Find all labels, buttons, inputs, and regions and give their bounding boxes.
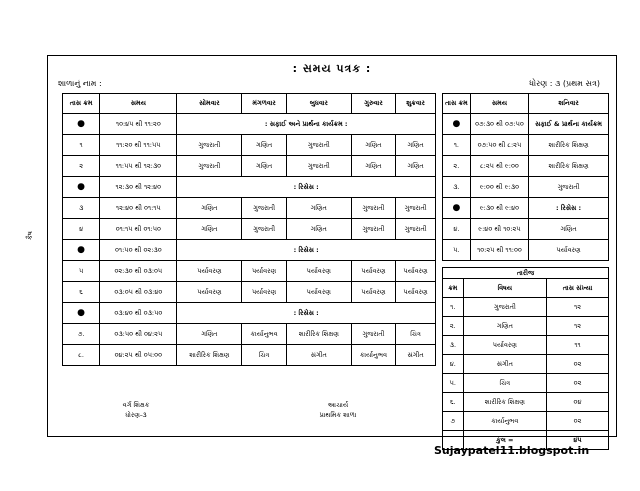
subject-cell: ગુજરાતી bbox=[396, 219, 436, 240]
period-number: ૩. bbox=[443, 177, 471, 198]
subject-cell: પર્યાવરણ bbox=[396, 261, 436, 282]
weekday-timetable bbox=[62, 93, 436, 366]
period-time: ૦૩:૦૫ થી ૦૩:૪૦ bbox=[100, 282, 177, 303]
principal-signature bbox=[298, 400, 378, 420]
column-header: તાસ ક્રમ bbox=[443, 94, 471, 114]
column-header: વિષય bbox=[463, 279, 546, 298]
break-label: : રિસેસ : bbox=[177, 177, 436, 198]
subject-cell: ગુજરાતી bbox=[351, 324, 395, 345]
row-number: ૭ bbox=[443, 412, 464, 431]
subject-cell: ગણિત bbox=[396, 135, 436, 156]
period-number: ● bbox=[63, 177, 100, 198]
period-time: ૧૦:૪૫ થી ૧૧:૨૦ bbox=[100, 114, 177, 135]
table-row bbox=[443, 317, 609, 336]
table-row bbox=[443, 336, 609, 355]
side-mark: કૈષ bbox=[26, 231, 34, 240]
page-title: : સમય પત્રક : bbox=[292, 62, 372, 75]
subject-cell: ગણિત bbox=[529, 219, 609, 240]
subject-cell: ગણિત bbox=[351, 156, 395, 177]
saturday-timetable bbox=[442, 93, 609, 261]
summary-caption: તારીજ bbox=[443, 268, 609, 279]
period-count: ૦૨ bbox=[547, 374, 609, 393]
subject-cell: શારીરિક શિક્ષણ bbox=[529, 135, 609, 156]
signature-subtitle: ધોરણ-૩ bbox=[125, 411, 147, 419]
subject-cell: ચિત્ર bbox=[396, 324, 436, 345]
subject-cell: પર્યાવરણ bbox=[529, 240, 609, 261]
subject-cell: : રિસેસ : bbox=[529, 198, 609, 219]
table-row bbox=[443, 355, 609, 374]
subject-cell: પર્યાવરણ bbox=[286, 261, 351, 282]
period-number: ૪. bbox=[443, 219, 471, 240]
table-row bbox=[443, 240, 609, 261]
subject-summary-table bbox=[442, 267, 609, 450]
period-number: ● bbox=[63, 303, 100, 324]
subject-cell: ગુજરાતી bbox=[177, 135, 242, 156]
period-number: ૭. bbox=[63, 324, 100, 345]
total-label: કુલ = bbox=[463, 431, 546, 450]
row-number: ૬. bbox=[443, 393, 464, 412]
period-time: ૦૩:૫૦ થી ૦૪:૨૫ bbox=[100, 324, 177, 345]
subject-cell: ગણિત bbox=[177, 324, 242, 345]
subject-cell: સફાઈ & પ્રાર્થના કાર્યક્રમ bbox=[529, 114, 609, 135]
subject-cell: પર્યાવરણ bbox=[242, 282, 286, 303]
subject-cell: ગુજરાતી bbox=[351, 198, 395, 219]
period-number: ૫. bbox=[443, 240, 471, 261]
period-count: ૦૪ bbox=[547, 393, 609, 412]
subject-cell: પર્યાવરણ bbox=[177, 261, 242, 282]
table-row bbox=[63, 324, 436, 345]
subject-cell: ગણિત bbox=[286, 198, 351, 219]
column-header: સમય bbox=[470, 94, 528, 114]
table-row bbox=[63, 345, 436, 366]
subject-name: શારીરિક શિક્ષણ bbox=[463, 393, 546, 412]
period-time: ૯:૦૦ થી ૯:૩૦ bbox=[470, 177, 528, 198]
table-row bbox=[63, 282, 436, 303]
column-header: શુક્રવાર bbox=[396, 94, 436, 114]
table-row bbox=[63, 114, 436, 135]
period-time: ૧૨:૩૦ થી ૧૨:૪૦ bbox=[100, 177, 177, 198]
subject-cell: પર્યાવરણ bbox=[177, 282, 242, 303]
row-number: ૧. bbox=[443, 298, 464, 317]
subject-cell: ગણિત bbox=[286, 219, 351, 240]
subject-cell: ગુજરાતી bbox=[286, 135, 351, 156]
column-header: ગુરુવાર bbox=[351, 94, 395, 114]
subject-cell: શારીરિક શિક્ષણ bbox=[529, 156, 609, 177]
period-time: ૧૧:૨૦ થી ૧૧:૫૫ bbox=[100, 135, 177, 156]
signature-title: આચાર્ય bbox=[327, 401, 349, 409]
subject-cell: પર્યાવરણ bbox=[351, 282, 395, 303]
column-header: સમય bbox=[100, 94, 177, 114]
subject-cell: શારીરિક શિક્ષણ bbox=[286, 324, 351, 345]
period-number: ૨. bbox=[443, 156, 471, 177]
subject-cell: કાર્યાનુભવ bbox=[351, 345, 395, 366]
period-number: ● bbox=[63, 240, 100, 261]
period-count: ૧૨ bbox=[547, 298, 609, 317]
table-row bbox=[63, 240, 436, 261]
period-number: ૬ bbox=[63, 282, 100, 303]
table-row bbox=[63, 156, 436, 177]
period-number: ● bbox=[63, 114, 100, 135]
subject-cell: સંગીત bbox=[286, 345, 351, 366]
subject-name: ચિત્ર bbox=[463, 374, 546, 393]
table-row bbox=[443, 219, 609, 240]
table-row bbox=[443, 393, 609, 412]
period-number: ૧. bbox=[443, 135, 471, 156]
table-row bbox=[443, 177, 609, 198]
subject-cell: કાર્યાનુભવ bbox=[242, 324, 286, 345]
subject-cell: ગુજરાતી bbox=[242, 219, 286, 240]
table-row bbox=[63, 261, 436, 282]
table-row bbox=[63, 177, 436, 198]
period-number: ૨ bbox=[63, 156, 100, 177]
blog-url: Sujaypatel11.blogspot.in bbox=[434, 444, 590, 457]
subject-cell: ગણિત bbox=[242, 135, 286, 156]
subject-name: ગણિત bbox=[463, 317, 546, 336]
timetable-frame bbox=[47, 55, 617, 444]
subject-cell: ચિત્ર bbox=[242, 345, 286, 366]
subject-cell: પર્યાવરણ bbox=[396, 282, 436, 303]
period-number: ● bbox=[443, 198, 471, 219]
period-number: ૫ bbox=[63, 261, 100, 282]
subject-cell: શારીરિક શિક્ષણ bbox=[177, 345, 242, 366]
period-time: ૦૭:૫૦ થી ૮:૨૫ bbox=[470, 135, 528, 156]
period-time: ૦૪:૨૫ થી ૦૫:૦૦ bbox=[100, 345, 177, 366]
table-row bbox=[443, 374, 609, 393]
school-name-label: શાળાનું નામ : bbox=[58, 79, 102, 88]
period-time: ૧૦:૨૫ થી ૧૧:૦૦ bbox=[470, 240, 528, 261]
period-number: ૪ bbox=[63, 219, 100, 240]
table-row bbox=[443, 156, 609, 177]
period-time: ૦૨:૩૦ થી ૦૩:૦૫ bbox=[100, 261, 177, 282]
subject-cell: ગુજરાતી bbox=[351, 219, 395, 240]
table-row bbox=[443, 412, 609, 431]
period-time: ૮:૨૫ થી ૯:૦૦ bbox=[470, 156, 528, 177]
table-row bbox=[443, 114, 609, 135]
table-row bbox=[63, 198, 436, 219]
subject-cell: ગણિત bbox=[177, 219, 242, 240]
period-time: ૦૧:૧૫ થી ૦૧:૫૦ bbox=[100, 219, 177, 240]
period-time: ૧૨:૪૦ થી ૦૧:૧૫ bbox=[100, 198, 177, 219]
table-row bbox=[443, 198, 609, 219]
column-header: બુધવાર bbox=[286, 94, 351, 114]
subject-cell: પર્યાવરણ bbox=[242, 261, 286, 282]
break-label: : રિસેસ : bbox=[177, 303, 436, 324]
column-header: તાસ સંખ્યા bbox=[547, 279, 609, 298]
table-row bbox=[63, 219, 436, 240]
break-label: : સફાઈ અને પ્રાર્થના કાર્યક્રમ : bbox=[177, 114, 436, 135]
row-number: ૨. bbox=[443, 317, 464, 336]
table-row bbox=[63, 135, 436, 156]
column-header: તાસ ક્રમ bbox=[63, 94, 100, 114]
subject-cell: ગુજરાતી bbox=[177, 156, 242, 177]
subject-name: સંગીત bbox=[463, 355, 546, 374]
column-header: શનિવાર bbox=[529, 94, 609, 114]
period-time: ૦૧:૫૦ થી ૦૨:૩૦ bbox=[100, 240, 177, 261]
row-number: ૪. bbox=[443, 355, 464, 374]
period-number: ૮. bbox=[63, 345, 100, 366]
signature-subtitle: પ્રાથમિક શાળા bbox=[319, 411, 357, 419]
break-label: : રિસેસ : bbox=[177, 240, 436, 261]
subject-cell: ગુજરાતી bbox=[396, 198, 436, 219]
table-row bbox=[443, 298, 609, 317]
period-time: ૦૭:૩૦ થી ૦૭:૫૦ bbox=[470, 114, 528, 135]
subject-cell: ગણિત bbox=[396, 156, 436, 177]
column-header: સોમવાર bbox=[177, 94, 242, 114]
period-time: ૧૧:૫૫ થી ૧૨:૩૦ bbox=[100, 156, 177, 177]
subject-cell: પર્યાવરણ bbox=[286, 282, 351, 303]
subject-cell: ગુજરાતી bbox=[286, 156, 351, 177]
period-number: ૩ bbox=[63, 198, 100, 219]
period-time: ૦૩:૪૦ થી ૦૩:૫૦ bbox=[100, 303, 177, 324]
column-header: ક્રમ bbox=[443, 279, 464, 298]
class-label: ધોરણ : ૩ (પ્રથમ સત્ર) bbox=[529, 79, 600, 88]
subject-cell: ગણિત bbox=[242, 156, 286, 177]
subject-cell: ગુજરાતી bbox=[242, 198, 286, 219]
period-count: ૧૧ bbox=[547, 336, 609, 355]
subject-cell: સંગીત bbox=[396, 345, 436, 366]
subject-name: પર્યાવરણ bbox=[463, 336, 546, 355]
total-count: ૪૫ bbox=[547, 431, 609, 450]
period-count: ૦૨ bbox=[547, 412, 609, 431]
period-time: ૯:૪૦ થી ૧૦:૨૫ bbox=[470, 219, 528, 240]
column-header: મંગળવાર bbox=[242, 94, 286, 114]
period-number: ● bbox=[443, 114, 471, 135]
period-time: ૯:૩૦ થી ૯:૪૦ bbox=[470, 198, 528, 219]
subject-name: ગુજરાતી bbox=[463, 298, 546, 317]
subject-cell: ગણિત bbox=[177, 198, 242, 219]
subject-name: કાર્યાનુભવ bbox=[463, 412, 546, 431]
table-row bbox=[443, 135, 609, 156]
row-number: ૫. bbox=[443, 374, 464, 393]
subject-cell: ગુજરાતી bbox=[529, 177, 609, 198]
period-number: ૧ bbox=[63, 135, 100, 156]
period-count: ૦૨ bbox=[547, 355, 609, 374]
subject-cell: ગણિત bbox=[351, 135, 395, 156]
signature-title: વર્ગ શિક્ષક bbox=[122, 401, 150, 409]
table-row bbox=[63, 303, 436, 324]
subject-cell: પર્યાવરણ bbox=[351, 261, 395, 282]
class-teacher-signature bbox=[106, 400, 166, 420]
row-number: ૩. bbox=[443, 336, 464, 355]
period-count: ૧૨ bbox=[547, 317, 609, 336]
